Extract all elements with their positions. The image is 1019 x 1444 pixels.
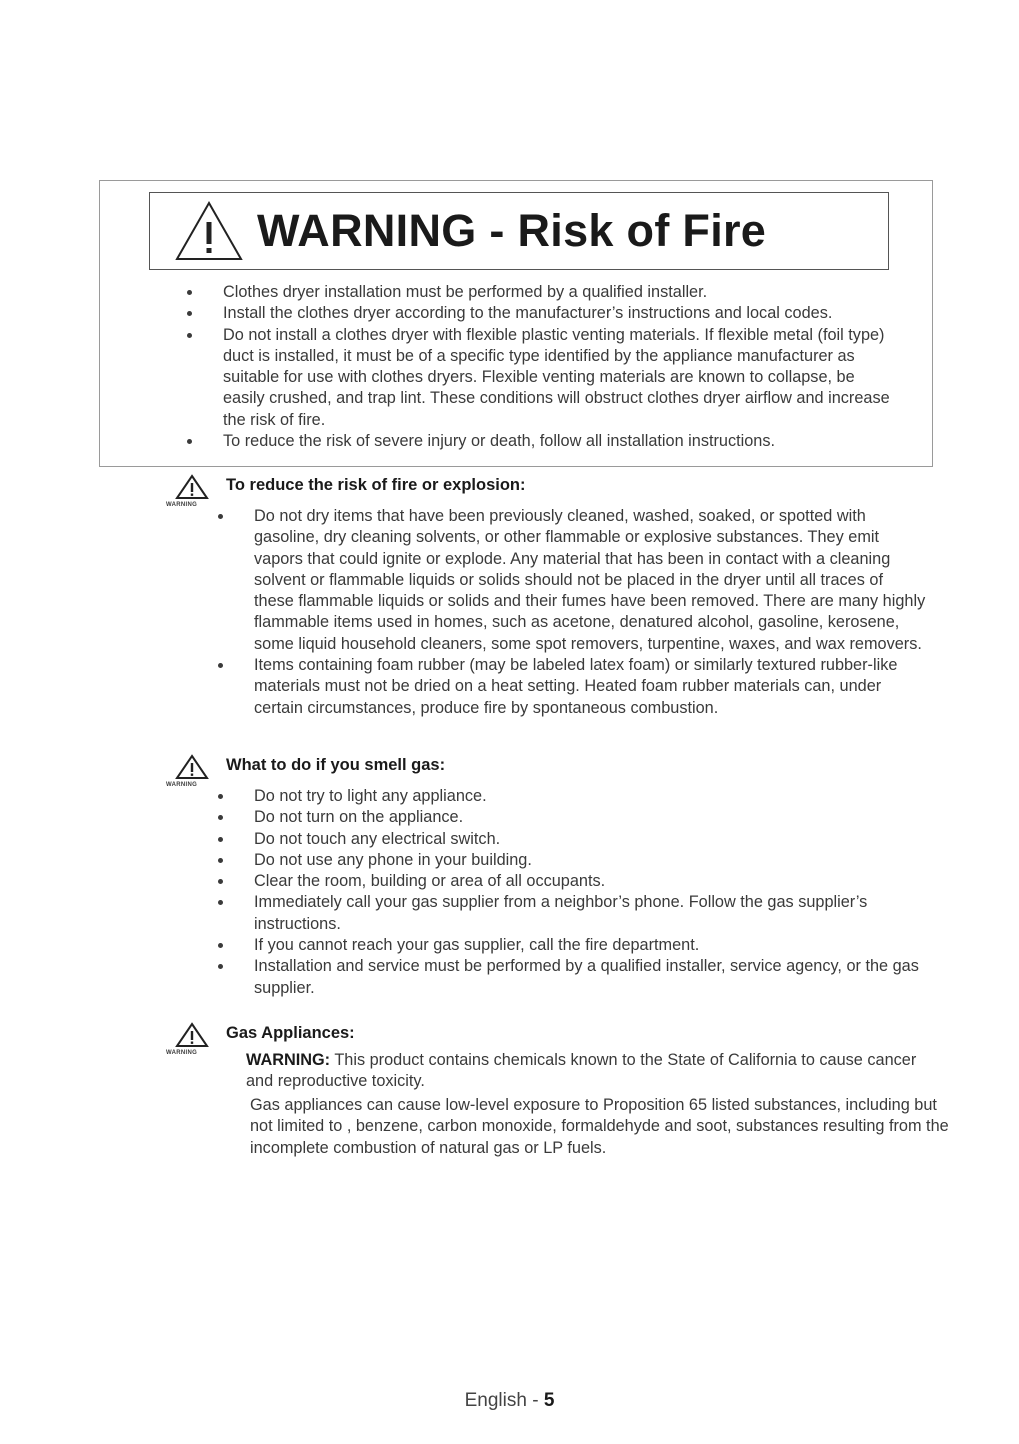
page-footer [0, 1390, 1019, 1412]
list-item: Do not touch any electrical switch. [206, 829, 926, 850]
fire-warning-list [175, 282, 895, 452]
section-title: To reduce the risk of fire or explosion: [226, 476, 526, 494]
list-item: To reduce the risk of severe injury or death, follow all installation instructions. [175, 431, 895, 452]
list-item: If you cannot reach your gas supplier, call the fire department. [206, 935, 926, 956]
warning-title: WARNING - Risk of Fire [257, 205, 767, 256]
warning-badge [166, 754, 220, 790]
smell-gas-list [206, 786, 926, 999]
list-item: Do not use any phone in your building. [206, 850, 926, 871]
list-item: Do not install a clothes dryer with flexible plastic venting materials. If flexible metal (foil type) duct is installed, it must be of a specific type identified by the appliance manufacturer as suitable for use with clothes dryers. Flexible venting materials are known to collapse, be easily crushed, and trap lint. These conditions will obstruct clothes dryer airflow and increase the risk of fire. [175, 325, 895, 431]
warning-label: WARNING [166, 502, 198, 508]
warning-badge [166, 474, 220, 510]
warning-badge [166, 1022, 220, 1058]
list-item: Items containing foam rubber (may be labeled latex foam) or similarly textured rubber-like materials must not be dried on a heat setting. Heated foam rubber materials can, under certain circumstances, produce fire by spontaneous combustion. [206, 655, 926, 719]
explosion-list [206, 506, 926, 719]
prop65-paragraph: Gas appliances can cause low-level exposure to Proposition 65 listed substances, including but not limited to , benzene, carbon monoxide, formaldehyde and soot, substances resulting from the incomplete combustion of natural gas or LP fuels. [250, 1096, 949, 1157]
warning-triangle-icon [175, 1022, 209, 1048]
warning-triangle-icon [175, 474, 209, 500]
footer-language: English - [464, 1390, 544, 1411]
prop65-warning-label: WARNING: [246, 1051, 331, 1069]
list-item: Do not try to light any appliance. [206, 786, 926, 807]
section-gas-appliances [166, 1022, 956, 1157]
section-smell-gas [166, 754, 956, 997]
list-item: Clear the room, building or area of all occupants. [206, 871, 926, 892]
list-item: Clothes dryer installation must be performed by a qualified installer. [175, 282, 895, 303]
list-item: Do not turn on the appliance. [206, 807, 926, 828]
section-title: What to do if you smell gas: [226, 756, 446, 774]
warning-title-box [149, 192, 889, 270]
list-item: Immediately call your gas supplier from a neighbor’s phone. Follow the gas supplier’s instructions. [206, 892, 926, 935]
fire-warning-box [99, 180, 933, 467]
prop65-warning-text: This product contains chemicals known to the State of California to cause cancer and reproductive toxicity. [246, 1051, 917, 1091]
warning-triangle-icon [175, 754, 209, 780]
list-item: Installation and service must be performed by a qualified installer, service agency, or the gas supplier. [206, 956, 926, 999]
prop65-warning [246, 1050, 946, 1093]
warning-label: WARNING [166, 1050, 198, 1056]
section-fire-explosion [166, 474, 956, 717]
warning-triangle-icon [174, 200, 244, 262]
list-item: Install the clothes dryer according to the manufacturer’s instructions and local codes. [175, 303, 895, 324]
section-title: Gas Appliances: [226, 1024, 355, 1042]
list-item: Do not dry items that have been previously cleaned, washed, soaked, or spotted with gasoline, dry cleaning solvents, or other flammable or explosive substances. They emit vapors that could ignite or explode. Any material that has been in contact with a cleaning solvent or flammable liquids or solids should not be placed in the dryer until all traces of these flammable liquids or solids and their fumes have been removed. There are many highly flammable items used in homes, such as acetone, denatured alcohol, gasoline, kerosene, some liquid household cleaners, some spot removers, turpentine, waxes, and wax removers. [206, 506, 926, 655]
warning-label: WARNING [166, 782, 198, 788]
page-number: 5 [543, 1390, 555, 1411]
